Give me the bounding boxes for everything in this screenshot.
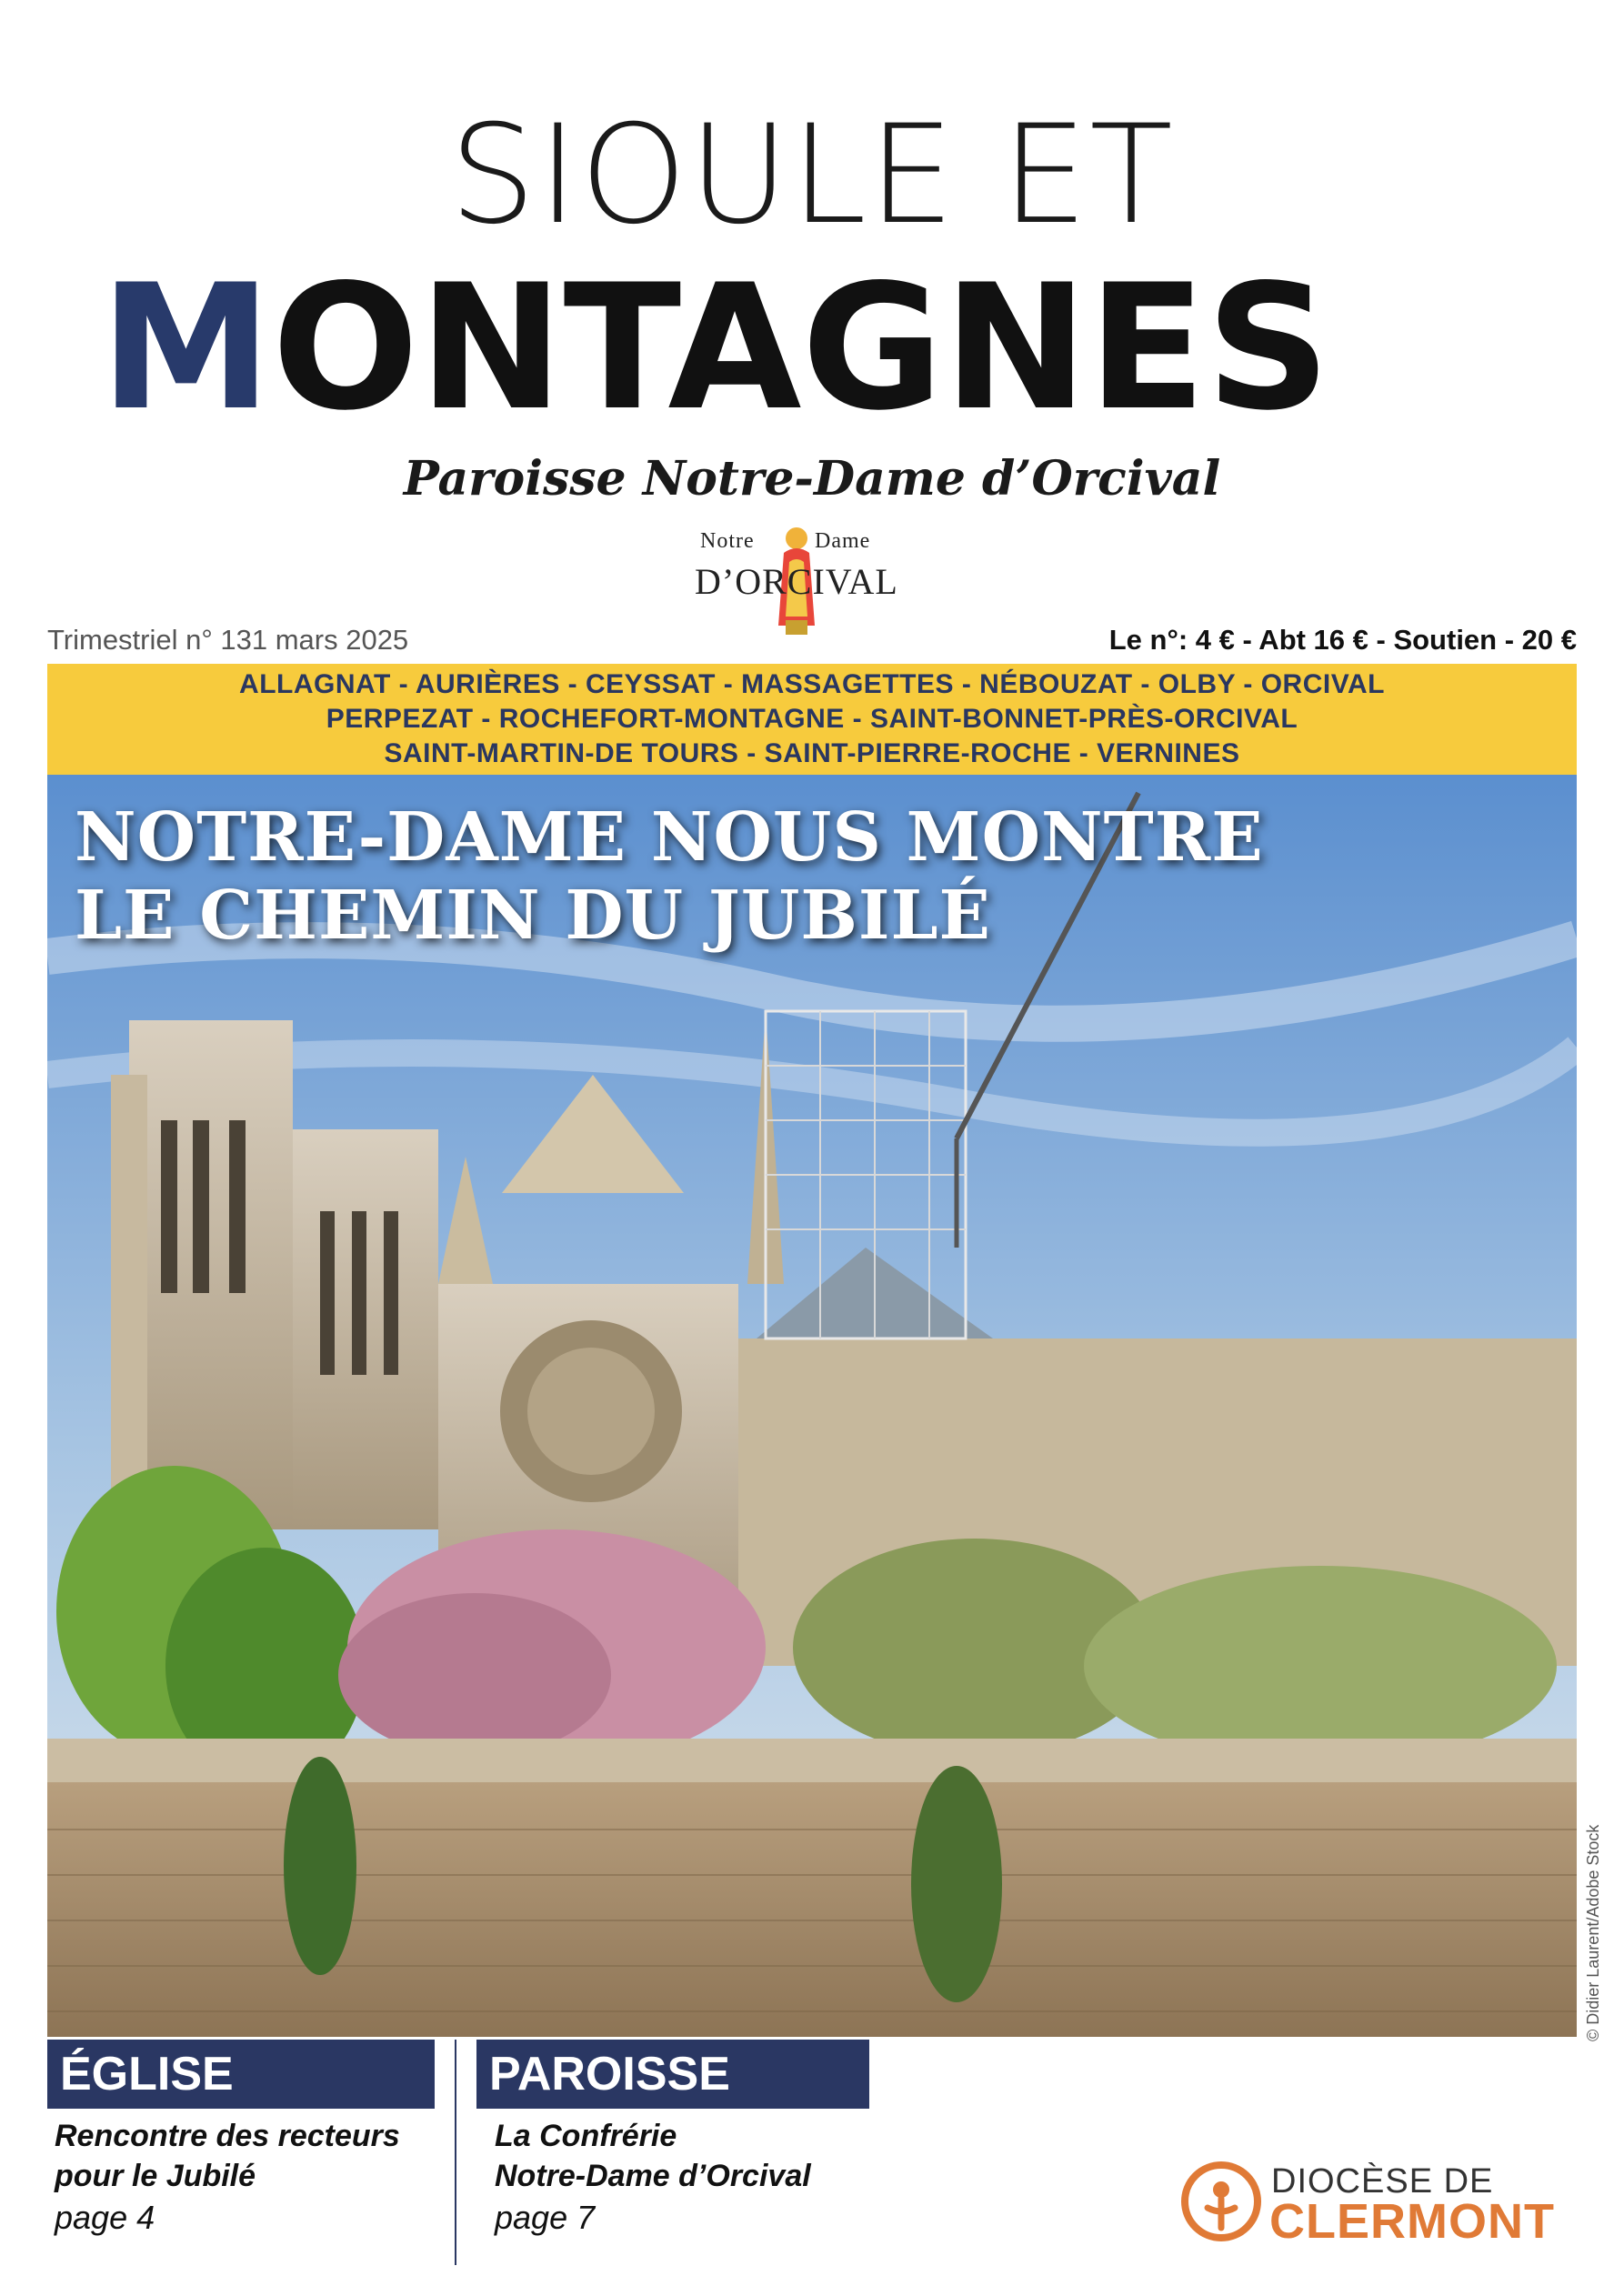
cover-headline-line1: NOTRE-DAME NOUS MONTRE <box>75 798 1264 877</box>
masthead-title-rest: ONTAGNES <box>272 247 1331 448</box>
eglise-title-line1[interactable]: Rencontre des recteurs <box>55 2119 400 2153</box>
paroisse-page: page 7 <box>495 2199 596 2236</box>
eglise-title-line2[interactable]: pour le Jubilé <box>55 2159 256 2193</box>
section-divider <box>455 2040 456 2265</box>
logo-word-notre: Notre <box>700 529 755 553</box>
diocese-icon <box>1180 2161 1262 2242</box>
villages-line2: PERPEZAT - ROCHEFORT-MONTAGNE - SAINT-BONNET-PRÈS-ORCIVAL <box>326 704 1298 734</box>
cathedral-illustration <box>47 775 1577 2037</box>
villages-band <box>47 664 1577 775</box>
villages-line3: SAINT-MARTIN-DE TOURS - SAINT-PIERRE-ROCHE - VERNINES <box>384 738 1240 768</box>
section-label-paroisse: PAROISSE <box>476 2040 869 2109</box>
logo-word-dame: Dame <box>815 529 871 553</box>
issue-number: Trimestriel n° 131 mars 2025 <box>47 624 409 656</box>
diocese-line2: CLERMONT <box>1269 2194 1555 2249</box>
masthead-title-initial: M <box>100 247 273 448</box>
orcival-logo <box>691 522 900 640</box>
price-info: Le n°: 4 € - Abt 16 € - Soutien - 20 € <box>1108 624 1577 656</box>
cover-photo <box>47 775 1577 2037</box>
paroisse-title-line1[interactable]: La Confrérie <box>495 2119 677 2153</box>
paroisse-title-line2[interactable]: Notre-Dame d’Orcival <box>495 2159 811 2193</box>
section-label-eglise: ÉGLISE <box>47 2040 435 2109</box>
masthead-title-line1: SIOULE ET <box>449 96 1175 255</box>
villages-line1: ALLAGNAT - AURIÈRES - CEYSSAT - MASSAGETTES - NÉBOUZAT - OLBY - ORCIVAL <box>239 669 1385 699</box>
masthead-subtitle: Paroisse Notre-Dame d’Orcival <box>403 451 1221 506</box>
cover-headline-line2: LE CHEMIN DU JUBILÉ <box>75 877 991 955</box>
photo-credit: © Didier Laurent/Adobe Stock <box>1584 1824 1602 2041</box>
masthead-title-line2 <box>100 247 1331 453</box>
diocese-line1: DIOCÈSE DE <box>1271 2162 1494 2201</box>
eglise-page: page 4 <box>55 2199 155 2236</box>
logo-word-orcival: D’ORCIVAL <box>695 561 898 602</box>
